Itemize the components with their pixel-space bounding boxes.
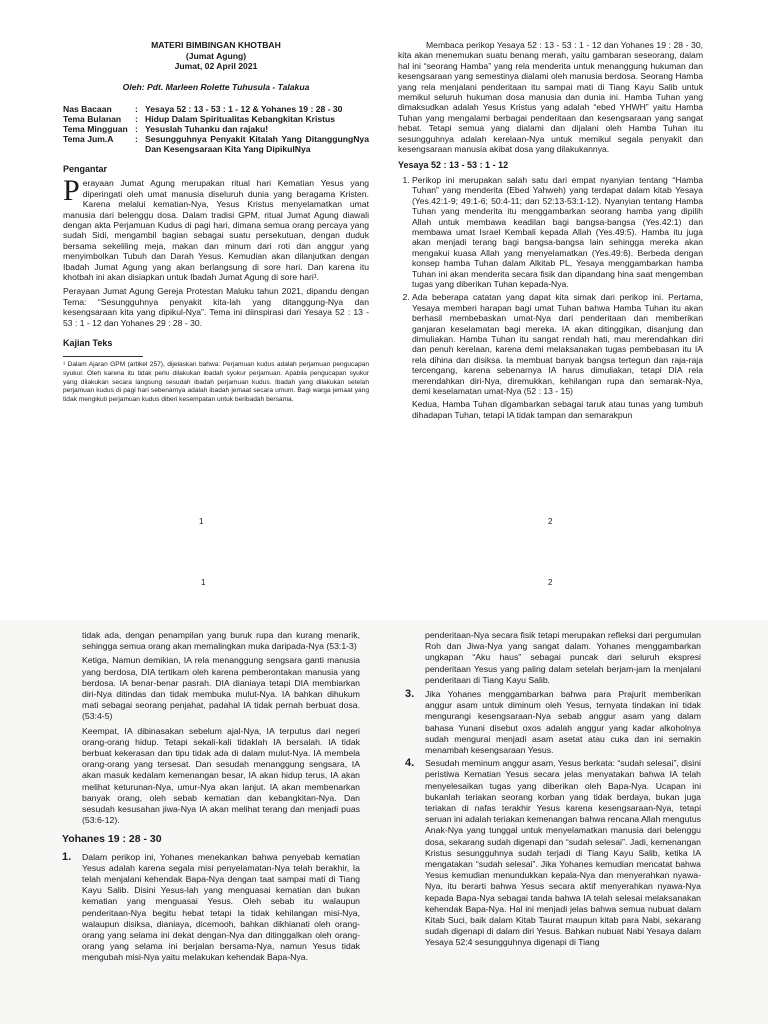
author-line: Oleh: Pdt. Marleen Rolette Tuhusula - Talakua	[122, 81, 310, 92]
list-item: 1. Dalam perikop ini, Yohanes menekankan bahwa penyebab kematian Yesus adalah karena segala misi penyelamatan-Nya telah berakhir, Ia telah menjalani kehendak Bapa-Nya dengan taat sampai mati di Tiang Kayu Salib. Disini Yesus-lah yang menguasai kematian dan bukan kematian yang menguasai Yesus. Oleh sebab itu walaupun penderitaan-Nya begitu hebat tetapi Ia tidak kehilangan misi-Nya, walaupun disiksa, dianiaya, dicemooh, bahkan dikhianati oleh orang-orang yang selama ini dekat dengan-Nya dan ditinggalkan oleh orang-orang yang selama ini berjalan bersama-Nya, namun Yesus tidak mengubah misi-Nya yaitu melakukan kehendak Bapa-Nya.	[62, 850, 360, 963]
numbered-list	[62, 852, 360, 964]
paragraph: penderitaan-Nya secara fisik tetapi merupakan refleksi dari pergumulan Roh dan Jiwa-Nya yang sangat dalam. Yohanes menggambarkan ungkapan “Aku haus” sebagai puncak dari seluruh ekspresi penderitaan Yesus yang paling dalam setelah berjam-jam Ia menjalani penderitaan di Tiang Kayu Salib.	[425, 630, 701, 685]
doc-title: MATERI BIMBINGAN KHOTBAH	[151, 40, 281, 50]
list-item: 4. Sesudah meminum anggur asam, Yesus berkata: “sudah selesai”, disini peristiwa Kematian Yesus secara jelas menyatakan bahwa IA telah menyelesaikan tugas yang diberikan oleh Bapa-Nya. Ucapan ini bukanlah teriakan seorang korban yang tidak berdaya, bukan juga teriakan di nafas terakhir Yesus karena kesengsaraan-Nya, tetapi seruan ini adalah teriakan kemenangan bahwa rencana Allah mengutus Anak-Nya yang tunggal untuk menyelamatkan manusia dari belenggu dosa, sekarang sudah digenapi dan “sudah selesai”. Jadi, kemenangan Kristus sesungguhnya sudah terjadi di Tiang Kayu Salib, ketika IA mengatakan “sudah selesai”. Jika Yohanes kemudian mencatat bahwa Yesus kemudian menundukkan kepala-Nya dan menyerahkan nyawa-Nya, itu berarti bahwa Yesus secara aktif menyerahkan nyawa-Nya kepada Bapa-Nya sebagai tanda bahwa IA telah selesai melaksanakan kehendak Bapa-Nya. Hal ini menjadi jelas bahwa semua nubuat dalam Kitab Suci, baik dalam Kitab Taurat maupun kitab para Nabi, sekarang sudah digenapi di dalam diri Yesus. Bahkan nubuat Nabi Yesaya dalam Yesaya 52:4 sesungguhnya digenapi di Tiang	[405, 757, 701, 948]
page-number: 1	[201, 578, 206, 587]
footnote: ¹ Dalam Ajaran GPM (artikel 257), dijelaskan bahwa: Perjamuan kudus adalah perjamuan pengucapan syukur. Oleh karena itu tidak perlu dilakukan ibadah syukur perjamuan. Apabila pengucapan syukur yang dilakukan secara langsung sesudah ibadah perjamuan kudus. Ibadah yang dilakukan setelah perjamuan kudus di pagi hari sebenarnya adalah ibadah jemaat secara umum. Bagi warga jemaat yang tidak mengikuti perjamuan kudus diberi kesempatan untuk beribadah bersama.	[63, 361, 369, 403]
meta-row: Tema Mingguan : Yesuslah Tuhanku dan rajaku!	[63, 123, 269, 134]
page-number: 2	[548, 578, 553, 587]
numbered-list	[398, 175, 703, 397]
paragraph: Keempat, IA dibinasakan sebelum ajal-Nya, IA terputus dari negeri orang-orang hidup. Tetapi sekali-kali tidaklah IA bersalah. IA tidak berbuat kekerasan dan tipu tidak ada di dalam mulut-Nya. IA membela orang-orang yang tersesat. Dan sesudah menanggung sengsara, IA akan masuk kedalam kemenangan besar, IA akan hidup terus, IA akan melihat keturunan-Nya, umur-Nya akan lanjut. IA akan membenarkan banyak orang, oleh sebab kematian dan kebangkitan-Nya. Dan sesudah kesusahan jiwa-Nya IA akan melihat terang dan menjadi puas (53:6-12).	[82, 725, 360, 826]
meta-row: Tema Bulanan : Hidup Dalam Spiritualitas Kebangkitan Kristus	[63, 113, 336, 124]
meta-row: Tema Jum.A : Sesungguhnya Penyakit Kitalah Yang DitanggungNya Dan Kesengsaraan Kita Yang DipikulNya	[63, 133, 369, 154]
list-item: 2. Ada beberapa catatan yang dapat kita simak dari perikop ini. Pertama, Yesaya memberi harapan bagi umat Tuhan bahwa Hamba Tuhan itu akan berhasil membebaskan umat-Nya dari penderitaan dan memberikan ganjaran keselamatan bagi mereka. IA akan ditinggikan, disanjung dan dimuliakan. Hamba Tuhan itu sangat rendah hati, mau merendahkan diri dan penuh kerelaan, karena demi melaksanakan tugas pembebasan itu IA rela dihina dan disiksa. Ia membuat banyak bangsa tertegun dan raja-raja tercengang, karena sebenarnya IA harus dimuliakan, tetapi DIA rela merendahkan diri-Nya, diremukkan, kehilangan rupa dan semarak-Nya, demi keselamatan umat-Nya (52 : 13 - 15)	[412, 292, 703, 396]
numbered-list	[405, 689, 701, 949]
paragraph: Membaca perikop Yesaya 52 : 13 - 53 : 1 - 12 dan Yohanes 19 : 28 - 30, kita akan menemukan suatu benang merah, yaitu gambaran seseorang, dalam hal ini “seorang Hamba” yang rela menderita untuk menanggung hukuman dan kesengsaraan yang semestinya dialami oleh manusia berdosa. Seorang Hamba yang rela menjalani penderitaan itu sampai mati di Tiang Kayu Salib untuk memikul seluruh hukuman dosa manusia dan dunia ini. Hamba Tuhan yang dimaksudkan adalah Yesus Kristus yang adalah “ebed YHWH” yaitu Hamba Tuhan yang mengalami berbagai penderitaan dan kesengsaraan yang sangat hebat. Tetapi semua yang dialami dan dijalani oleh Hamba Tuhan itu sesungguhnya adalah kerelaan-Nya untuk memikul segala penyakit dan kesengsaraan manusia akibat dosa yang dilakukannya.	[398, 40, 703, 155]
meta-row: Nas Bacaan : Yesaya 52 : 13 - 53 : 1 - 12 & Yohanes 19 : 28 - 30	[63, 103, 343, 114]
page-4-column	[405, 630, 701, 1024]
footnote-divider	[63, 356, 143, 357]
paragraph: Ketiga, Namun demikian, IA rela menanggung sengsara ganti manusia yang berdosa, DIA tertikam oleh karena pemberontakan manusia yang berdosa. IA benar-benar pasrah. DIA dianiaya tetapi DIA membiarkan diri-Nya ditindas dan tidak membuka mulut-Nya. IA bahkan dihukum mati sebagai seorang penjahat, padahal IA tidak pernah berbuat dosa. (53:4-5)	[82, 655, 360, 722]
section-heading-yohanes: Yohanes 19 : 28 - 30	[62, 833, 162, 846]
list-item: 3. Jika Yohanes menggambarkan bahwa para Prajurit memberikan anggur asam untuk diminum oleh Yesus, ternyata tindakan ini tidak mengurangi kesengsaraan-Nya sebab anggur asam yang dalam bahasa Yunani disebut oxos adalah anggur yang kadar alkoholnya sudah mengurai menjadi asam asetat atau cuka dan ini semakin menambah kesengsaraan Yesus.	[405, 688, 701, 756]
paragraph: tidak ada, dengan penampilan yang buruk rupa dan kurang menarik, sehingga semua orang akan memalingkan muka daripada-Nya (53:1-3)	[82, 630, 360, 652]
meta-table	[63, 104, 369, 154]
list-item: 1. Perikop ini merupakan salah satu dari empat nyanyian tentang “Hamba Tuhan” yang menderita (Ebed Yahweh) yang terdapat dalam kitab Yesaya (Yes.42:1-9; 49:1-6; 50:4-11; dan 52:13-53:1-12). Nyanyian tentang Hamba Tuhan yang menderita itu menggambarkan seorang hamba yang dipilih Allah untuk membawa keadilan bagi bangsa-bangsa (Yes.42:1) dan membawa umat Israel Kembali kepada Allah (Yes.49:5). Hamba itu juga akan menjadi terang bagi bangsa-bangsa lain sehingga mereka akan mengakui kuasa Allah yang menyelamatkan (Yes.49:6). Berbeda dengan konsep hamba Tuhan dalam Alkitab PL, Yesaya menggambarkan hamba Tuhan ini akan menderita secara fisik dan dipandang hina saat mengemban tugas yang diberikan Tuhan kepada-Nya.	[412, 175, 703, 289]
page-3-column	[62, 630, 360, 1024]
doc-subtitle: (Jumat Agung)	[185, 50, 247, 61]
page-1-column	[63, 40, 369, 480]
scan-bottom	[0, 620, 768, 1024]
paragraph: Perayaan Jumat Agung Gereja Protestan Maluku tahun 2021, dipandu dengan Tema: “Sesungguhnya penyakit kita-lah yang ditanggung-Nya dan kesengsaraan kita yang dipikul-Nya”. Tema ini diinspirasi dari Yesaya 52 : 13 - 53 : 1 - 12 dan Yohanes 29 : 28 - 30.	[63, 286, 369, 328]
drop-cap: P	[63, 174, 80, 208]
page-number: 1	[199, 517, 204, 526]
section-heading-yesaya: Yesaya 52 : 13 - 53 : 1 - 12	[398, 160, 509, 171]
page-2-column	[398, 40, 703, 488]
section-heading-pengantar: Pengantar	[63, 163, 108, 174]
paragraph: Perayaan Jumat Agung merupakan ritual hari Kematian Yesus yang diperingati oleh umat manusia diseluruh dunia yang beragama Kristen. Karena melalui kematian-Nya, Yesus Kristus menyelamatkan umat manusia dari belenggu dosa. Dalam tradisi GPM, ritual Jumat Agung diawali dengan akta Perjamuan Kudus di pagi hari, dimana semua orang percaya yang sudah Sidi, mengambil bagian sebagai suatu persekutuan, dengan duduk bersama sekeliling meja, makan dan minum dari roti dan anggur yang menyimbolkan Tubuh dan Darah Yesus. Kemudian akan dilanjutkan dengan Ibadah Jumat Agung yang akan berlangsung di sore hari. Dan karena itu khotbah ini akan disiapkan untuk Ibadah Jumat Agung di sore hari¹.	[63, 174, 369, 282]
doc-date: Jumat, 02 April 2021	[174, 61, 258, 71]
page-number: 2	[548, 517, 553, 526]
section-heading-kajian: Kajian Teks	[63, 338, 113, 348]
paragraph: Kedua, Hamba Tuhan digambarkan sebagai taruk atau tunas yang tumbuh dihadapan Tuhan, tetapi IA tidak tampan dan semarakpun	[412, 399, 703, 420]
